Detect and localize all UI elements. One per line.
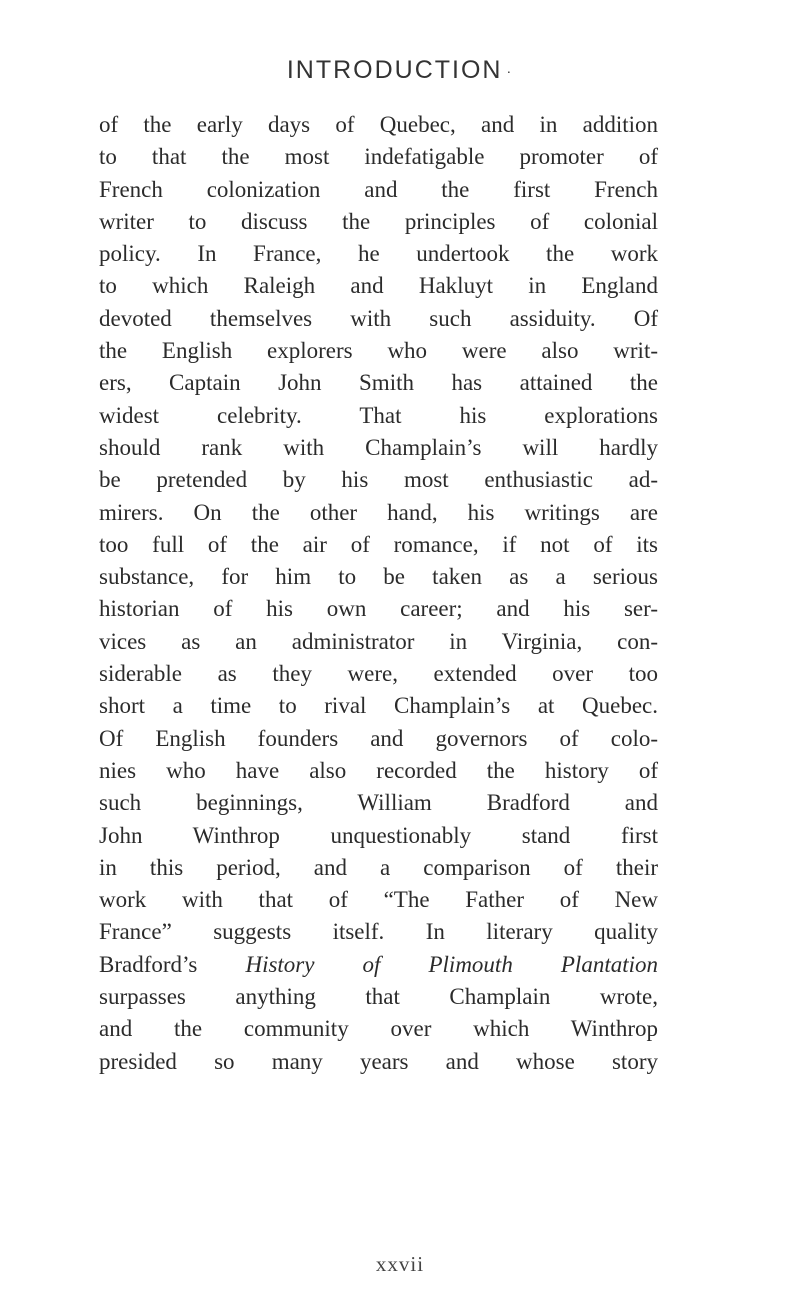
- text-line: writer to discuss the principles of colonial: [99, 208, 658, 234]
- text-line: the English explorers who were also writ-: [99, 338, 658, 364]
- text-line: John Winthrop unquestionably stand first: [99, 822, 658, 848]
- text-line: such beginnings, William Bradford and: [99, 790, 658, 816]
- text-line: should rank with Champlain’s will hardly: [99, 434, 658, 460]
- text-line: siderable as they were, extended over too: [99, 661, 658, 687]
- text-line: historian of his own career; and his ser-: [99, 596, 658, 622]
- text-line: substance, for him to be taken as a serious: [99, 564, 658, 590]
- text-line: of the early days of Quebec, and in addition: [99, 112, 658, 137]
- text-line: to that the most indefatigable promoter of: [99, 144, 658, 170]
- text-line: work with that of “The Father of New: [99, 887, 658, 913]
- running-head-title: INTRODUCTION: [286, 56, 503, 84]
- text-line-with-title: [99, 949, 658, 981]
- text-line: devoted themselves with such assiduity. Of: [99, 305, 658, 331]
- text-segment: Bradford’s: [99, 951, 246, 977]
- text-line: in this period, and a comparison of their: [99, 854, 658, 880]
- text-line: too full of the air of romance, if not of its: [99, 531, 658, 557]
- text-line: nies who have also recorded the history of: [99, 757, 658, 783]
- book-title: History of Plimouth Plantation: [245, 951, 658, 977]
- text-line: and the community over which Winthrop: [99, 1016, 658, 1042]
- running-head-separator: ·: [506, 63, 514, 80]
- text-line: be pretended by his most enthusiastic ad-: [99, 467, 658, 493]
- running-head: [0, 56, 800, 85]
- text-line: France” suggests itself. In literary quality: [99, 919, 658, 945]
- text-line: ers, Captain John Smith has attained the: [99, 370, 658, 396]
- body-text: [99, 109, 658, 1078]
- text-line: short a time to rival Champlain’s at Quebec.: [99, 693, 658, 719]
- text-line: presided so many years and whose story: [99, 1048, 658, 1074]
- page-number: xxvii: [375, 1252, 425, 1276]
- text-line: Of English founders and governors of colo-: [99, 725, 658, 751]
- text-line: widest celebrity. That his explorations: [99, 402, 658, 428]
- text-line: surpasses anything that Champlain wrote,: [99, 984, 658, 1010]
- text-line: policy. In France, he undertook the work: [99, 241, 658, 267]
- text-line: mirers. On the other hand, his writings are: [99, 499, 658, 525]
- text-line: to which Raleigh and Hakluyt in England: [99, 273, 658, 299]
- text-line: vices as an administrator in Virginia, con-: [99, 628, 658, 654]
- text-line: French colonization and the first French: [99, 176, 658, 202]
